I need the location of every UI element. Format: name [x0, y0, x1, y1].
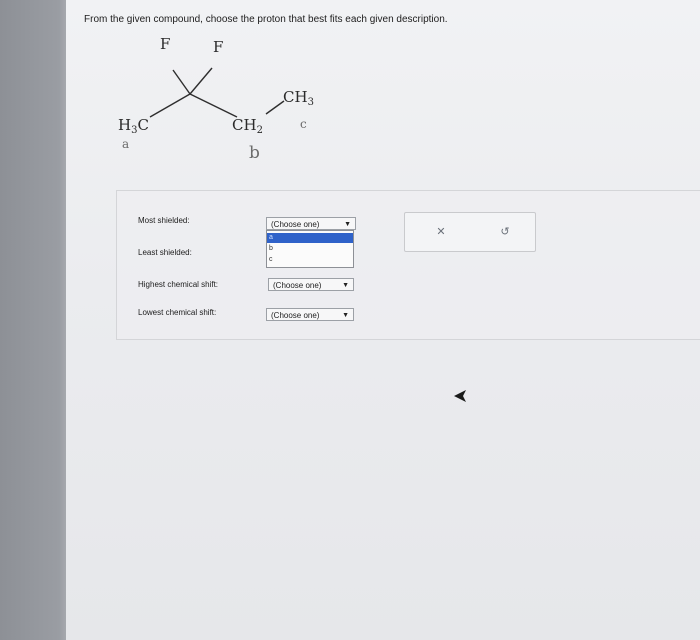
proton-label-b: b	[249, 143, 260, 163]
undo-icon[interactable]: ↺	[500, 226, 510, 238]
question-text: From the given compound, choose the proton that best fits each given description.	[84, 14, 448, 25]
highest-shift-select[interactable]: (Choose one) ▼	[268, 278, 354, 291]
most-shielded-select[interactable]: (Choose one) ▼	[266, 217, 356, 230]
answer-toolbar	[404, 212, 536, 252]
proton-label-a: a	[122, 137, 130, 151]
fluorine-left: F	[160, 35, 171, 53]
methyl-a-group: $H_3C$	[118, 116, 149, 136]
dropdown-option-c[interactable]: c	[269, 256, 273, 263]
highest-shift-label: Highest chemical shift:	[138, 280, 219, 289]
least-shielded-label: Least shielded:	[138, 248, 192, 257]
close-icon[interactable]: ✕	[436, 226, 446, 238]
fluorine-right: F	[213, 38, 224, 56]
dropdown-option-a[interactable]: a	[267, 233, 353, 243]
methyl-c-group: $CH_3$	[283, 88, 314, 108]
lowest-shift-select[interactable]: (Choose one) ▼	[266, 308, 354, 321]
lowest-shift-label: Lowest chemical shift:	[138, 308, 217, 317]
mouse-pointer-icon	[452, 388, 470, 404]
chevron-down-icon: ▼	[344, 221, 351, 228]
most-shielded-label: Most shielded:	[138, 216, 190, 225]
proton-label-c: c	[300, 117, 307, 131]
most-shielded-dropdown-list[interactable]	[266, 230, 354, 268]
chevron-down-icon: ▼	[342, 282, 349, 289]
dropdown-option-b[interactable]: b	[269, 245, 273, 252]
methylene-b-group: $CH_2$	[232, 116, 263, 136]
molecule-bonds	[0, 0, 700, 200]
chevron-down-icon: ▼	[342, 312, 349, 319]
